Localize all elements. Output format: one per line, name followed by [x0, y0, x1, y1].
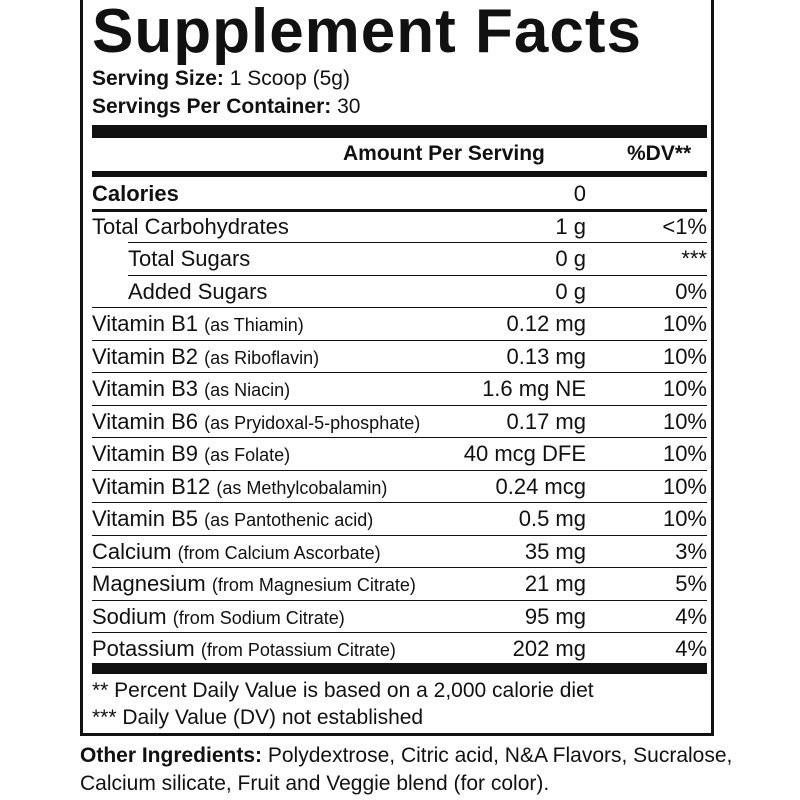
nutrient-dv: 4% [675, 636, 707, 661]
nutrient-dv: *** [681, 246, 707, 271]
header-amount-per-serving: Amount Per Serving [343, 142, 545, 165]
nutrient-name [92, 376, 290, 403]
nutrient-source: (as Riboflavin) [204, 347, 320, 368]
nutrient-dv: 10% [662, 311, 707, 336]
nutrient-label: Calories [92, 181, 179, 206]
servings-per-container-value: 30 [337, 95, 361, 118]
nutrient-amount: 1.6 mg NE [482, 376, 586, 401]
nutrient-amount: 1 g [555, 213, 586, 239]
nutrient-row [92, 373, 707, 405]
nutrient-amount: 40 mcg DFE [463, 441, 586, 466]
nutrient-name [92, 604, 345, 631]
nutrient-amount: 95 mg [524, 603, 586, 629]
nutrient-name [92, 409, 420, 436]
nutrient-source: (from Sodium Citrate) [172, 607, 345, 628]
nutrient-source: (from Magnesium Citrate) [211, 575, 416, 595]
nutrient-row [92, 341, 707, 373]
nutrient-name [128, 246, 250, 272]
nutrient-name [92, 571, 416, 598]
nutrient-name [128, 279, 267, 305]
nutrient-row [92, 276, 707, 308]
serving-size [92, 67, 350, 91]
nutrient-label: Total Sugars [128, 246, 251, 271]
serving-size-value: 1 Scoop (5g) [229, 67, 350, 90]
nutrient-source: (as Thiamin) [204, 315, 304, 335]
nutrient-row [92, 633, 707, 665]
nutrient-dv: 10% [662, 506, 707, 531]
nutrient-dv: 0% [675, 278, 707, 304]
nutrient-dv: 10% [662, 441, 707, 466]
nutrient-dv: 10% [662, 376, 707, 401]
footnote-dv-not-established: *** Daily Value (DV) not established [92, 706, 424, 729]
serving-size-label: Serving Size: [92, 67, 224, 90]
servings-per-container-label: Servings Per Container: [92, 95, 332, 118]
nutrient-amount: 202 mg [512, 636, 586, 661]
nutrient-label: Vitamin B3 [92, 376, 198, 401]
nutrient-label: Vitamin B9 [92, 441, 198, 466]
nutrient-source: (as Pantothenic acid) [204, 510, 374, 530]
footnote-percent-dv: ** Percent Daily Value is based on a 2,000 calorie diet [92, 679, 594, 702]
nutrient-label: Calcium [92, 538, 172, 564]
nutrient-row [92, 211, 707, 243]
nutrient-source: (as Pryidoxal-5-phosphate) [204, 412, 421, 433]
nutrient-name [92, 181, 179, 207]
nutrient-label: Magnesium [92, 571, 206, 596]
nutrient-label: Vitamin B1 [92, 311, 198, 336]
nutrient-dv: 5% [675, 571, 707, 596]
nutrient-row [92, 503, 707, 535]
nutrient-amount: 0.5 mg [518, 506, 586, 531]
nutrient-label: Vitamin B12 [92, 473, 211, 499]
other-ingredients-label: Other Ingredients: [80, 744, 263, 767]
nutrient-amount: 0.13 mg [506, 343, 586, 369]
nutrient-dv: 10% [662, 408, 707, 434]
nutrient-row [92, 568, 707, 600]
nutrient-row [92, 438, 707, 470]
nutrient-row [92, 243, 707, 275]
nutrient-name [92, 636, 396, 663]
nutrient-name [92, 506, 373, 533]
nutrient-row [92, 601, 707, 633]
thick-divider-top [92, 125, 707, 138]
nutrient-amount: 0.24 mcg [495, 473, 586, 499]
other-ingredients-text: Polydextrose, Citric acid, N&A Flavors, Sucralose, Calcium silicate, Fruit and Veggie blend (for color). [80, 744, 733, 795]
nutrient-source: (from Calcium Ascorbate) [177, 542, 381, 563]
nutrient-label: Vitamin B2 [92, 343, 198, 369]
nutrient-amount: 0 g [555, 246, 586, 271]
nutrient-name [92, 474, 387, 501]
nutrient-amount: 0 [573, 181, 586, 206]
nutrient-row [92, 178, 707, 210]
nutrient-dv: 10% [662, 343, 707, 369]
panel-title: Supplement Facts [92, 0, 642, 66]
medium-divider [92, 171, 707, 177]
nutrient-name [92, 311, 304, 338]
nutrient-amount: 0 g [555, 278, 586, 304]
nutrient-label: Total Carbohydrates [92, 213, 289, 239]
nutrient-row [92, 406, 707, 438]
header-percent-dv: %DV** [627, 142, 692, 165]
nutrient-source: (as Niacin) [204, 380, 291, 400]
nutrient-row [92, 308, 707, 340]
nutrient-row [92, 536, 707, 568]
nutrient-label: Added Sugars [128, 278, 268, 304]
nutrient-dv: <1% [662, 213, 707, 239]
nutrient-amount: 35 mg [524, 538, 586, 564]
nutrient-name [92, 539, 381, 566]
nutrient-amount: 0.12 mg [506, 311, 586, 336]
nutrient-source: (as Folate) [204, 445, 291, 465]
nutrient-label: Sodium [92, 603, 167, 629]
nutrient-label: Potassium [92, 636, 195, 661]
nutrient-source: (as Methylcobalamin) [216, 477, 388, 498]
nutrient-name [92, 214, 289, 240]
nutrient-label: Vitamin B6 [92, 408, 198, 434]
nutrient-dv: 3% [675, 538, 707, 564]
thick-divider-bottom [92, 663, 707, 674]
nutrient-amount: 21 mg [524, 571, 586, 596]
nutrient-label: Vitamin B5 [92, 506, 198, 531]
nutrient-source: (from Potassium Citrate) [200, 640, 396, 660]
nutrient-dv: 10% [662, 473, 707, 499]
nutrient-name [92, 441, 290, 468]
servings-per-container [92, 95, 360, 119]
nutrient-amount: 0.17 mg [506, 408, 586, 434]
nutrient-dv: 4% [675, 603, 707, 629]
other-ingredients [80, 742, 740, 798]
nutrient-name [92, 344, 319, 371]
nutrient-row [92, 471, 707, 503]
